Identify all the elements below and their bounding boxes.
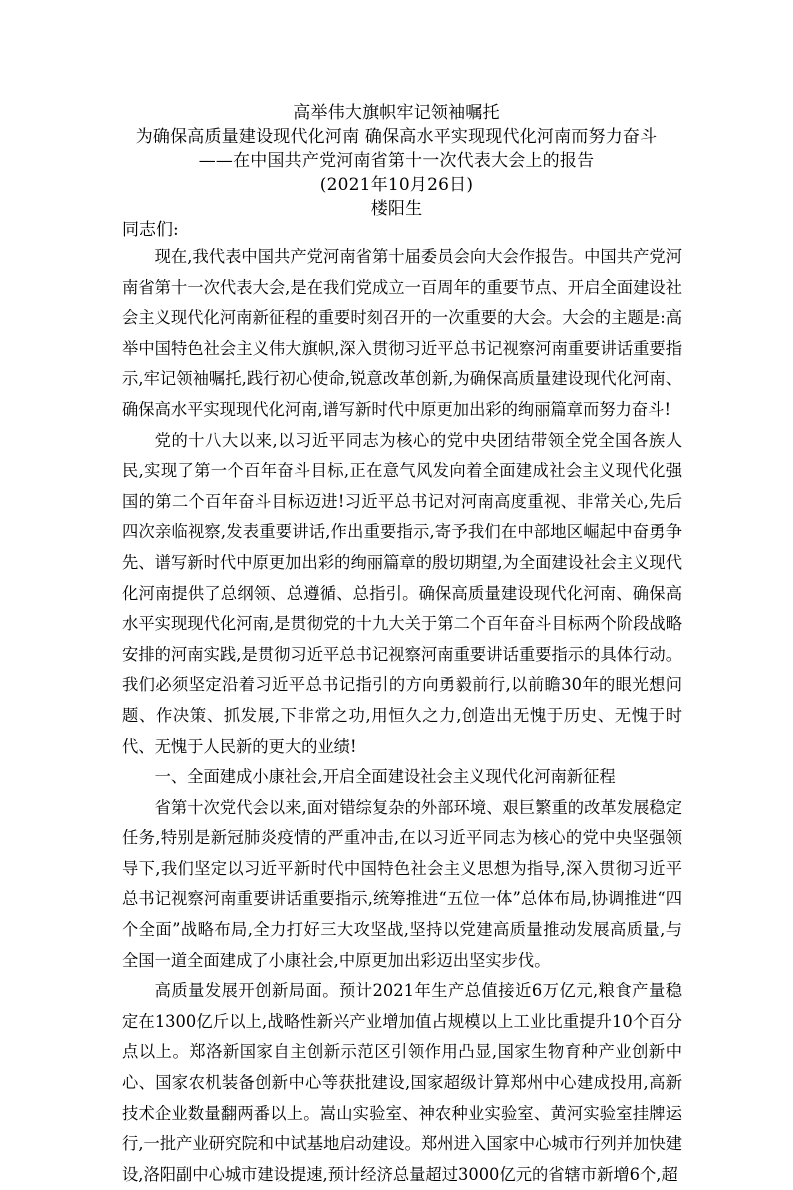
salutation: 同志们: [122, 220, 179, 240]
paragraph: 省第十次党代会以来,面对错综复杂的外部环境、艰巨繁重的改革发展稳定任务,特别是新冠肺炎疫情的严重冲击,在以习近平同志为核心的党中央坚强领导下,我们坚定以习近平新时代中国特色社会主义思想为指导,深入贯彻习近平总书记视察河南重要讲话重要指示,统筹推进“五位一体”总体布局,协调推进“四个全面”战略布局,全力打好三大攻坚战,坚持以党建高质量推动发展高质量,与全国一道全面建成了小康社会,中原更加出彩迈出坚实步伐。 [122, 797, 682, 970]
paragraph: 党的十八大以来,以习近平同志为核心的党中央团结带领全党全国各族人民,实现了第一个百年奋斗目标,正在意气风发向着全面建成社会主义现代化强国的第二个百年奋斗目标迈进!习近平总书记对河南高度重视、非常关心,先后四次亲临视察,发表重要讲话,作出重要指示,寄予我们在中部地区崛起中奋勇争先、谱写新时代中原更加出彩的绚丽篇章的殷切期望,为全面建设社会主义现代化河南提供了总纲领、总遵循、总指引。确保高质量建设现代化河南、确保高水平实现现代化河南,是贯彻党的十九大关于第二个百年奋斗目标两个阶段战略安排的河南实践,是贯彻习近平总书记视察河南重要讲话重要指示的具体行动。我们必须坚定沿着习近平总书记指引的方向勇毅前行,以前瞻30年的眼光想问题、作决策、抓发展,下非常之功,用恒久之力,创造出无愧于历史、无愧于时代、无愧于人民新的更大的业绩! [122, 430, 682, 756]
body-text [122, 242, 682, 1190]
title-block [0, 101, 793, 221]
paragraph: 现在,我代表中国共产党河南省第十届委员会向大会作报告。中国共产党河南省第十一次代表大会,是在我们党成立一百周年的重要节点、开启全面建设社会主义现代化河南新征程的重要时刻召开的一次重要的大会。大会的主题是:高举中国特色社会主义伟大旗帜,深入贯彻习近平总书记视察河南重要讲话重要指示,牢记领袖嘱托,践行初心使命,锐意改革创新,为确保高质量建设现代化河南、确保高水平实现现代化河南,谱写新时代中原更加出彩的绚丽篇章而努力奋斗! [122, 247, 682, 419]
paragraph: 高质量发展开创新局面。预计2021年生产总值接近6万亿元,粮食产量稳定在1300亿斤以上,战略性新兴产业增加值占规模以上工业比重提升10个百分点以上。郑洛新国家自主创新示范区引领作用凸显,国家生物育种产业创新中心、国家农机装备创新中心等获批建设,国家超级计算郑州中心建成投用,高新技术企业数量翻两番以上。嵩山实验室、神农种业实验室、黄河实验室挂牌运行,一批产业研究院和中试基地启动建设。郑州进入国家中心城市行列并加快建设,洛阳副中心城市建设提速,预计经济总量超过3000亿元的省辖市新增6个,超 [122, 981, 682, 1184]
report-title: 高举伟大旗帜牢记领袖嘱托 [293, 103, 500, 123]
report-author: 楼阳生 [370, 199, 423, 219]
report-date: (2021年10月26日) [319, 175, 474, 195]
section-heading: 一、全面建成小康社会,开启全面建设社会主义现代化河南新征程 [154, 767, 616, 787]
report-occasion: ——在中国共产党河南省第十一次代表大会上的报告 [198, 151, 595, 171]
report-subtitle: 为确保高质量建设现代化河南 确保高水平实现现代化河南而努力奋斗 [135, 127, 658, 147]
